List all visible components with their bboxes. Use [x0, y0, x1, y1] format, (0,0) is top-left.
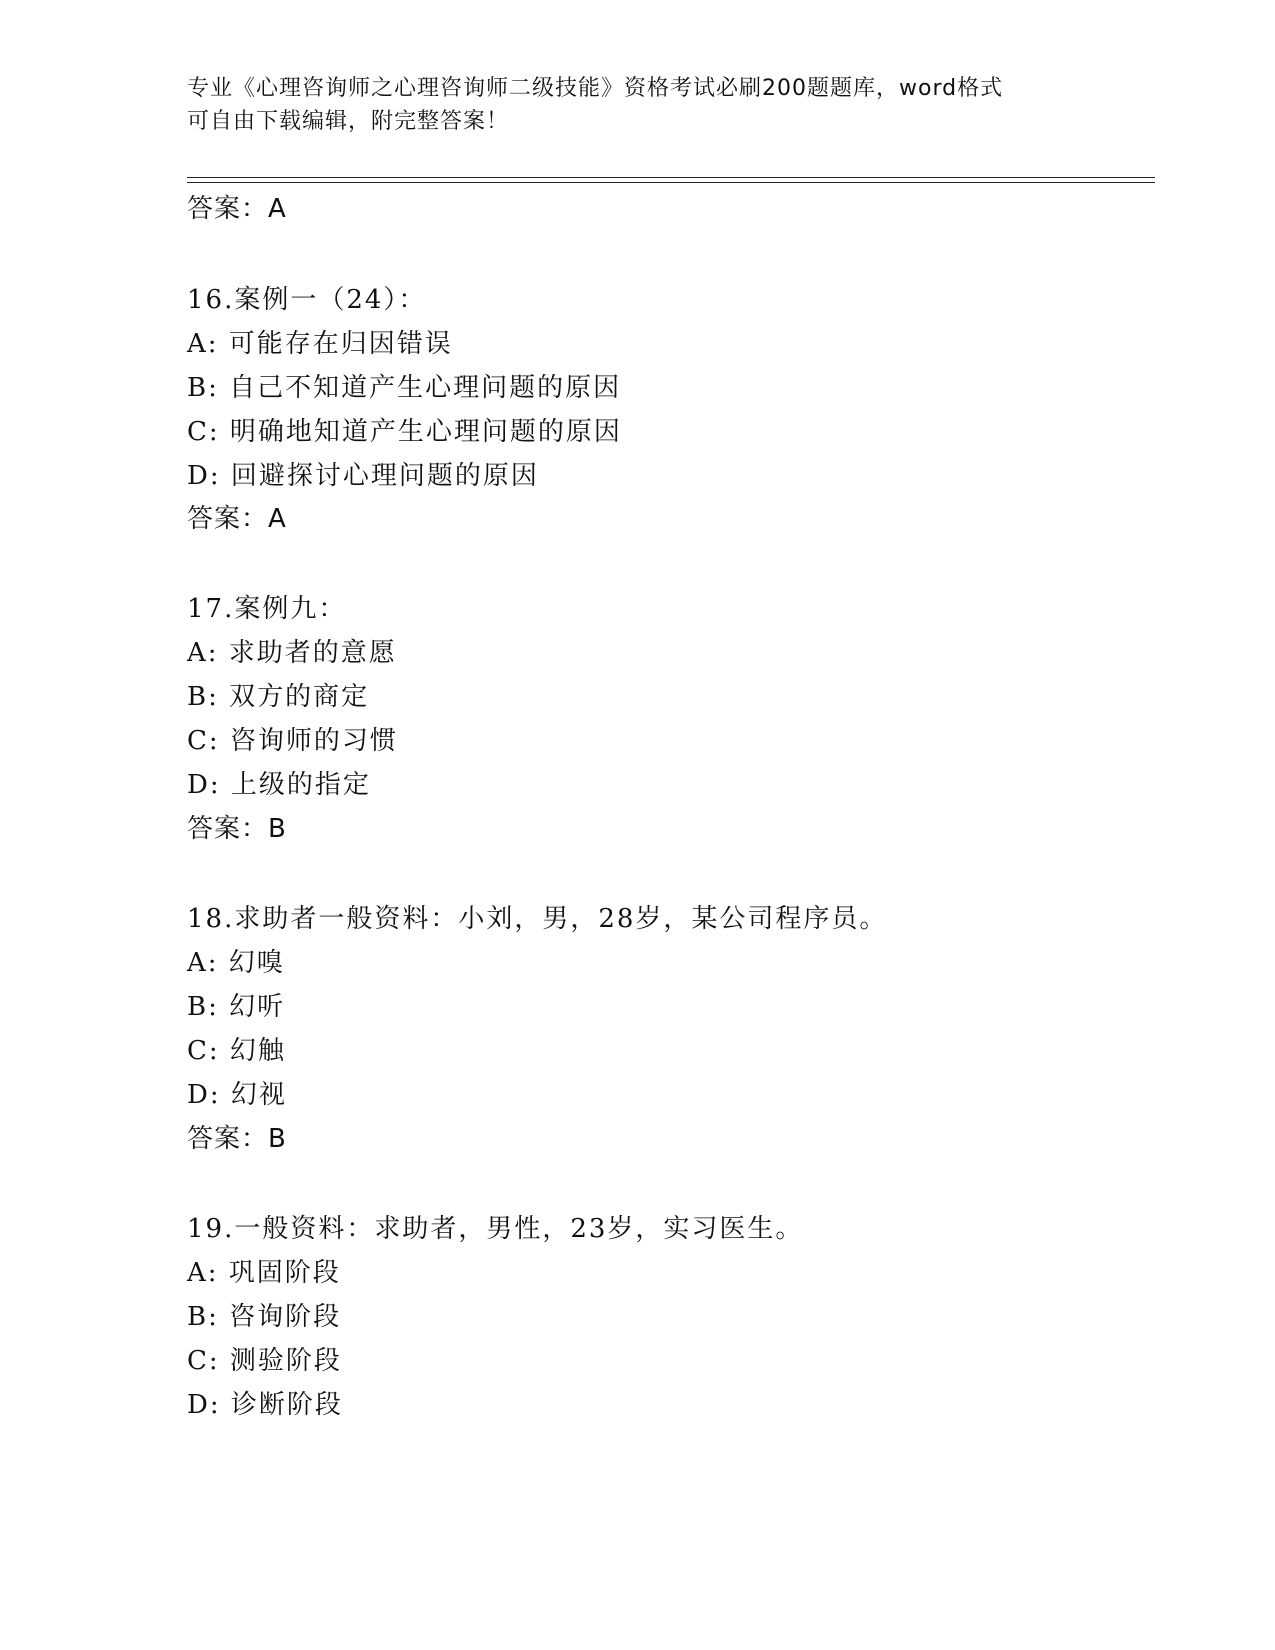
- option-a: A: 可能存在归因错误: [187, 329, 453, 359]
- header-divider-top: [187, 177, 1155, 178]
- option-a: A: 求助者的意愿: [187, 638, 397, 668]
- question-stem: 18.求助者一般资料：小刘，男，28岁，某公司程序员。: [187, 904, 888, 934]
- option-d: D: 幻视: [187, 1080, 287, 1110]
- option-d: D: 上级的指定: [187, 770, 371, 800]
- option-a: A: 幻嗅: [187, 948, 285, 978]
- header-line-1: 专业《心理咨询师之心理咨询师二级技能》资格考试必刷200题题库，word格式: [187, 76, 1004, 101]
- document-header: [187, 72, 1087, 138]
- option-b: B: 幻听: [187, 992, 286, 1022]
- option-a: A: 巩固阶段: [187, 1258, 341, 1288]
- option-b: B: 自己不知道产生心理问题的原因: [187, 373, 622, 403]
- question-stem: 17.案例九：: [187, 594, 347, 624]
- option-c: C: 幻触: [187, 1036, 286, 1066]
- question-stem: 19.一般资料：求助者，男性，23岁，实习医生。: [187, 1214, 804, 1244]
- answer-line: 答案：B: [187, 1124, 287, 1154]
- option-b: B: 双方的商定: [187, 682, 370, 712]
- answer-line: 答案：A: [187, 504, 287, 534]
- option-d: D: 回避探讨心理问题的原因: [187, 461, 539, 491]
- option-c: C: 咨询师的习惯: [187, 726, 398, 756]
- option-b: B: 咨询阶段: [187, 1302, 342, 1332]
- option-c: C: 明确地知道产生心理问题的原因: [187, 417, 622, 447]
- option-c: C: 测验阶段: [187, 1346, 342, 1376]
- question-stem: 16.案例一（24）：: [187, 285, 427, 315]
- option-d: D: 诊断阶段: [187, 1390, 343, 1420]
- answer-line: 答案：A: [187, 194, 287, 224]
- header-line-2: 可自由下载编辑，附完整答案！: [187, 109, 510, 134]
- answer-line: 答案：B: [187, 814, 287, 844]
- header-divider-bottom: [187, 182, 1155, 183]
